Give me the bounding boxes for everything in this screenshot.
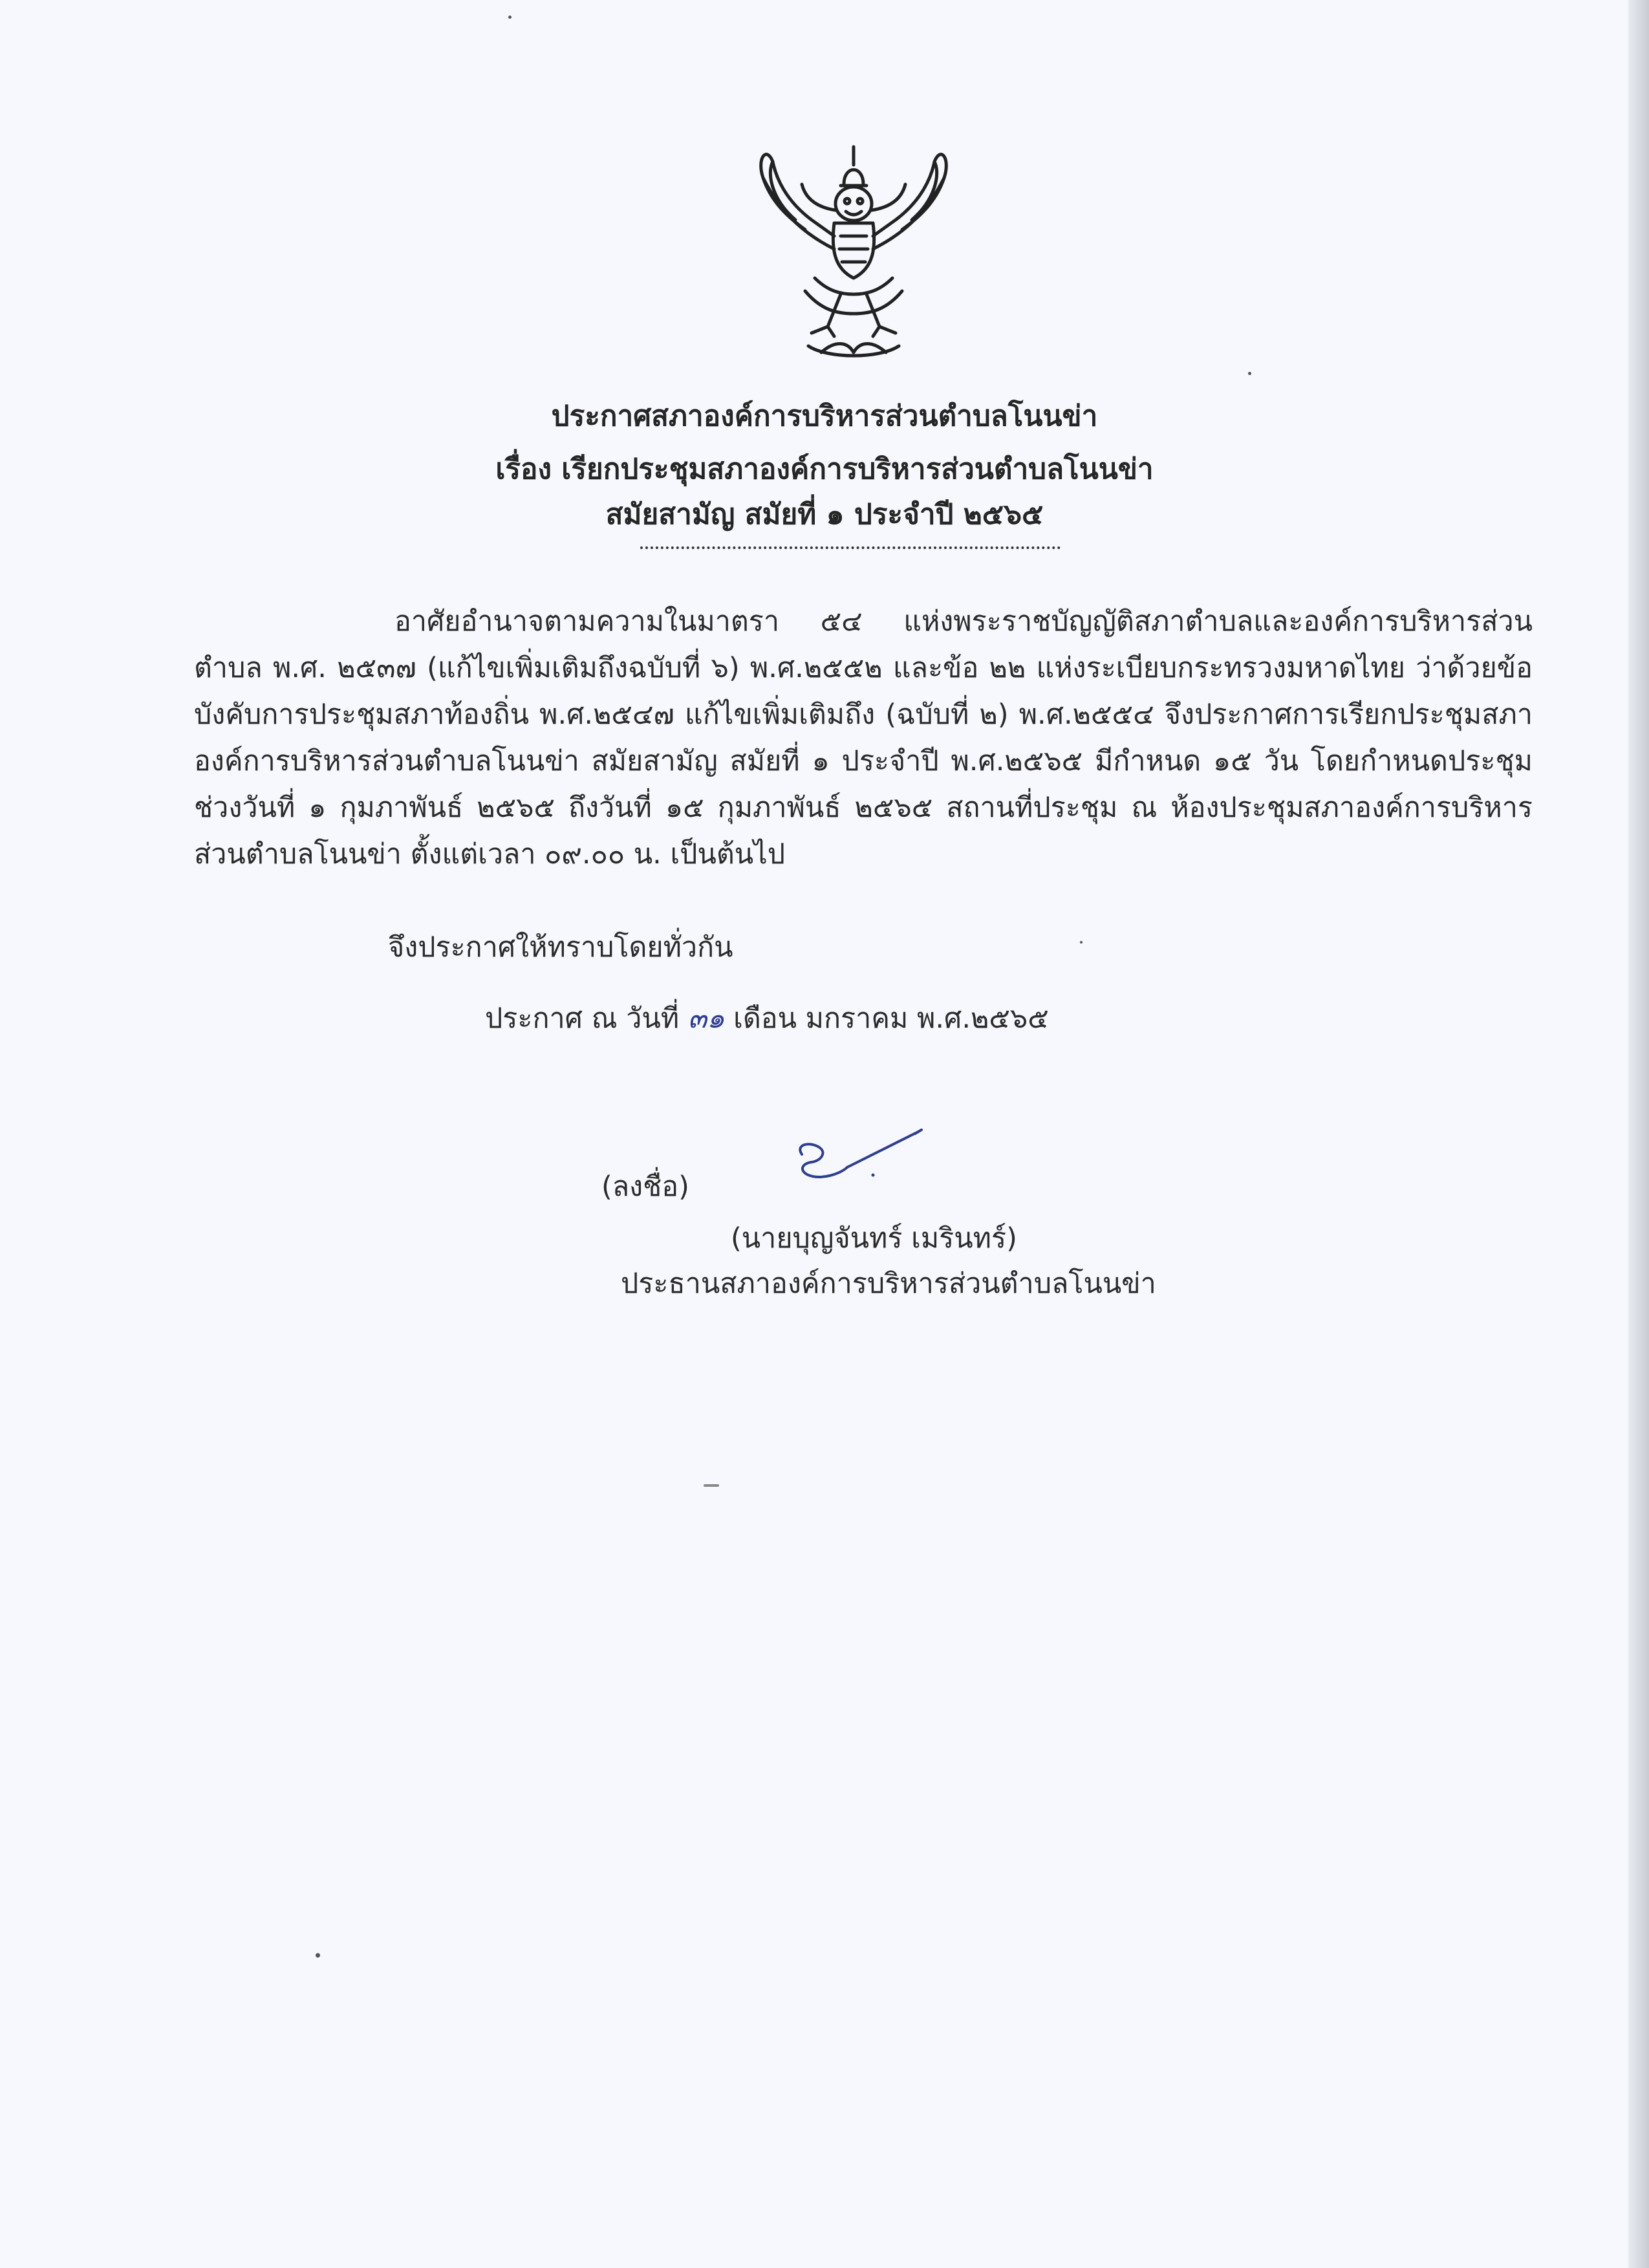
scan-speck xyxy=(1248,372,1251,375)
signer-position: ประธานสภาองค์การบริหารส่วนตำบลโนนข่า xyxy=(621,1268,1156,1300)
date-day-handwritten: ๓๑ xyxy=(687,1002,725,1035)
scan-speck xyxy=(316,1953,320,1958)
signature-label: (ลงชื่อ) xyxy=(601,1171,689,1203)
dotted-separator xyxy=(640,546,1061,549)
body-paragraph: อาศัยอำนาจตามความในมาตรา ๕๔ แห่งพระราชบัญญัติสภาตำบลและองค์การบริหารส่วนตำบล พ.ศ. ๒๕๓๗ (แก้ไขเพิ่มเติมถึงฉบับที่ ๖) พ.ศ.๒๕๕๒ และข้อ ๒๒ แห่งระเบียบกระทรวงมหาดไทย ว่าด้วยข้อบังคับการประชุมสภาท้องถิ่น พ.ศ.๒๕๔๗ แก้ไขเพิ่มเติมถึง (ฉบับที่ ๒) พ.ศ.๒๕๕๔ จึงประกาศการเรียกประชุมสภาองค์การบริหารส่วนตำบลโนนข่า สมัยสามัญ สมัยที่ ๑ ประจำปี พ.ศ.๒๕๖๕ มีกำหนด ๑๕ วัน โดยกำหนดประชุมช่วงวันที่ ๑ กุมภาพันธ์ ๒๕๖๕ ถึงวันที่ ๑๕ กุมภาพันธ์ ๒๕๖๕ สถานที่ประชุม ณ ห้องประชุมสภาองค์การบริหารส่วนตำบลโนนข่า ตั้งแต่เวลา ๐๙.๐๐ น. เป็นต้นไป xyxy=(194,605,1533,870)
signer-name: (นายบุญจันทร์ เมรินทร์) xyxy=(731,1222,1017,1255)
scan-speck xyxy=(704,1484,719,1487)
date-suffix: เดือน มกราคม พ.ศ.๒๕๖๕ xyxy=(733,1002,1049,1035)
announcement-title: ประกาศสภาองค์การบริหารส่วนตำบลโนนข่า xyxy=(551,400,1098,433)
handwritten-signature-icon xyxy=(782,1116,938,1206)
scan-speck xyxy=(508,16,512,19)
session-line: สมัยสามัญ สมัยที่ ๑ ประจำปี ๒๕๖๕ xyxy=(605,498,1044,531)
garuda-emblem-icon xyxy=(737,139,970,365)
announcement-subject: เรื่อง เรียกประชุมสภาองค์การบริหารส่วนตำบลโนนข่า xyxy=(495,453,1154,486)
scan-speck xyxy=(1080,941,1083,944)
scanned-page-edge xyxy=(1628,0,1649,2268)
announcement-date xyxy=(485,996,1049,1040)
inform-line: จึงประกาศให้ทราบโดยทั่วกัน xyxy=(388,931,733,964)
date-prefix: ประกาศ ณ วันที่ xyxy=(485,1002,680,1035)
